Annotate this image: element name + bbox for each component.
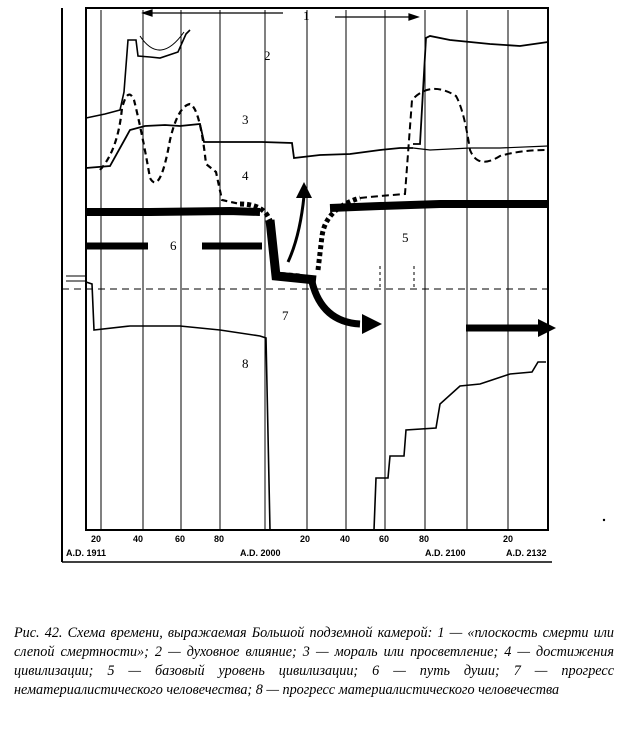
curve-3-right: [413, 146, 548, 150]
label-5: 5: [402, 230, 409, 245]
tick-label: 40: [340, 534, 351, 544]
tick-label: 60: [379, 534, 390, 544]
curve-2-right: [413, 36, 548, 144]
figure-caption: Рис. 42. Схема времени, выражаемая Большой подземной камерой: 1 — «плоскость смерти или слепой смертности»; 2 — духовное влияние; 3 — мораль или просветление; 4 — достижения цивилизации; 5 — базовый уровень цивилизации; 6 — путь души; 7 — прогресс нематериалистического человечества; 8 — прогресс материалистического человечества: [14, 625, 614, 698]
axis-label-1911: A.D. 1911: [66, 548, 107, 558]
curve-5-base-level-right: [330, 204, 548, 208]
label-2: 2: [264, 48, 271, 63]
tick-label: 40: [133, 534, 144, 544]
curve-4-dashed-left: [100, 95, 240, 204]
upward-arrow-shaft: [288, 196, 304, 262]
label-4: 4: [242, 168, 249, 183]
curve-7-arrowhead: [362, 314, 382, 334]
axis-label-2132: A.D. 2132: [506, 548, 547, 558]
tick-label: 20: [91, 534, 102, 544]
tick-label: 20: [300, 534, 311, 544]
label-3: 3: [242, 112, 249, 127]
curve-2-arc: [140, 32, 184, 50]
label-1: 1: [303, 8, 310, 23]
curve-4-dashed-right: [360, 89, 548, 198]
upward-arrowhead: [296, 182, 312, 198]
death-plane-arrows: [143, 10, 418, 20]
axis-label-2100: A.D. 2100: [425, 548, 466, 558]
label-7: 7: [282, 308, 289, 323]
tick-label: 20: [503, 534, 514, 544]
curve-8-materialism-right: [374, 362, 546, 530]
tick-label: 80: [214, 534, 225, 544]
curve-3-morality: [86, 124, 413, 168]
tick-label: 60: [175, 534, 186, 544]
scan-dot: [603, 519, 605, 521]
axis-label-2000: A.D. 2000: [240, 548, 281, 558]
curve-8-materialism-left: [86, 282, 372, 530]
label-8: 8: [242, 356, 249, 371]
vertical-grid: [101, 10, 508, 530]
label-6: 6: [170, 238, 177, 253]
tick-label: 80: [419, 534, 430, 544]
curve-7-arrow-shaft: [312, 282, 360, 324]
left-margin-ticks: [66, 276, 86, 281]
curve-5-base-level-left: [86, 211, 260, 212]
